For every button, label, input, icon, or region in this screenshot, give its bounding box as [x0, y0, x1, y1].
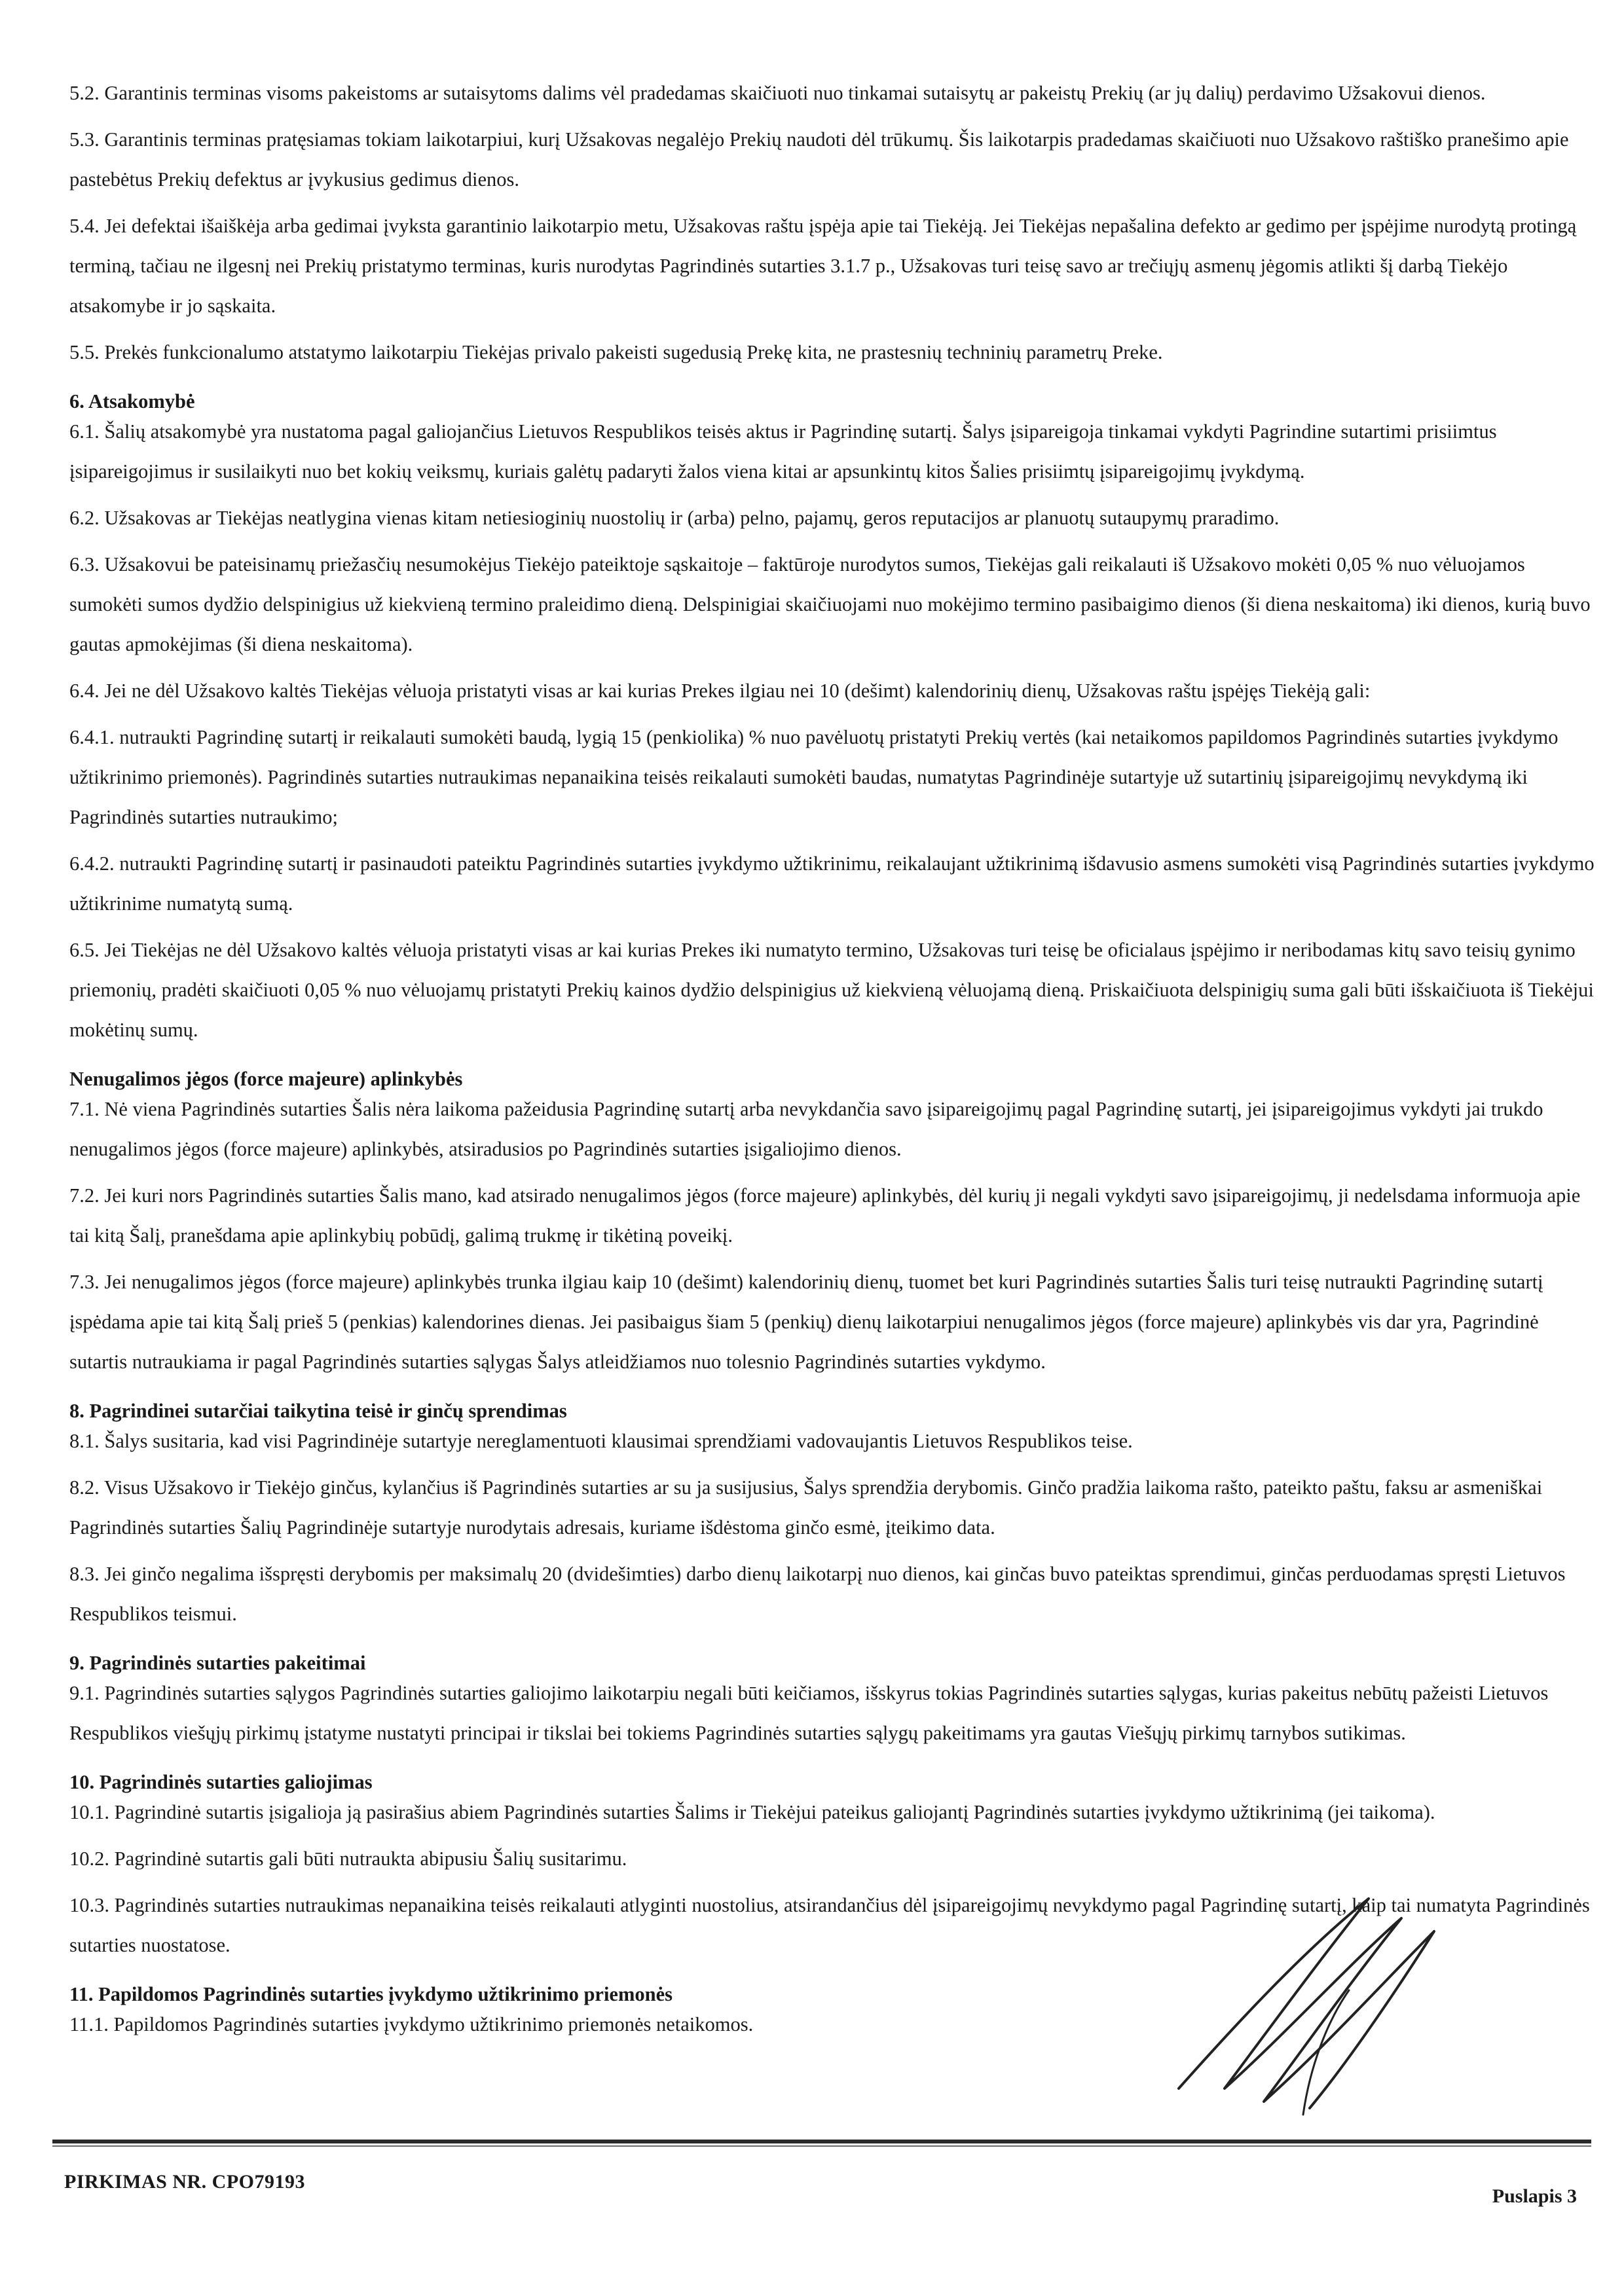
- clause-paragraph: 10.2. Pagrindinė sutartis gali būti nutraukta abipusiu Šalių susitarimu.: [69, 1848, 627, 1870]
- clause-paragraph: 5.2. Garantinis terminas visoms pakeistoms ar sutaisytoms dalims vėl pradedamas skaičiuoti nuo tinkamai sutaisytų ar pakeistų Prekių (ar jų dalių) perdavimo Užsakovui dienos.: [69, 82, 1486, 104]
- section-heading: 10. Pagrindinės sutarties galiojimas: [69, 1771, 373, 1793]
- clause-paragraph: 6.4.2. nutraukti Pagrindinę sutartį ir pasinaudoti pateiktu Pagrindinės sutarties įvykdymo užtikrinimu, reikalaujant užtikrinimą išdavusio asmens sumokėti visą Pagrindinės sutarties įvykdymo užtikrinime numatytą sumą.: [69, 852, 1595, 915]
- clause-paragraph: 5.3. Garantinis terminas pratęsiamas tokiam laikotarpiui, kurį Užsakovas negalėjo Prekių naudoti dėl trūkumų. Šis laikotarpis pradedamas skaičiuoti nuo Užsakovo raštiško pranešimo apie pastebėtus Prekių defektus ar įvykusius gedimus dienos.: [69, 128, 1569, 191]
- clause-paragraph: 8.3. Jei ginčo negalima išspręsti derybomis per maksimalų 20 (dvidešimties) darbo dienų laikotarpį nuo dienos, kai ginčas buvo pateiktas sprendimui, ginčas perduodamas spręsti Lietuvos Respublikos teismui.: [69, 1563, 1566, 1625]
- clause-paragraph: 10.1. Pagrindinė sutartis įsigalioja ją pasirašius abiem Pagrindinės sutarties Šalims ir Tiekėjui pateikus galiojantį Pagrindinės sutarties įvykdymo užtikrinimą (jei taikoma).: [69, 1801, 1435, 1823]
- section-heading: 8. Pagrindinei sutarčiai taikytina teisė ir ginčų sprendimas: [69, 1400, 567, 1422]
- clause-paragraph: 9.1. Pagrindinės sutarties sąlygos Pagrindinės sutarties galiojimo laikotarpiu negali būti keičiamos, išskyrus tokias Pagrindinės sutarties sąlygas, kurias pakeitus nebūtų pažeisti Lietuvos Respublikos viešųjų pirkimų įstatyme nustatyti principai ir tikslai bei tokiems Pagrindinės sutarties sąlygų pakeitimams yra gautas Viešųjų pirkimų tarnybos sutikimas.: [69, 1682, 1549, 1744]
- section-heading: 6. Atsakomybė: [69, 390, 195, 412]
- clause-paragraph: 7.3. Jei nenugalimos jėgos (force majeure) aplinkybės trunka ilgiau kaip 10 (dešimt) kalendorinių dienų, tuomet bet kuri Pagrindinės sutarties Šalis turi teisę nutraukti Pagrindinę sutartį įspėdama apie tai kitą Šalį prieš 5 (penkias) kalendorines dienas. Jei pasibaigus šiam 5 (penkių) dienų laikotarpiui nenugalimos jėgos (force majeure) aplinkybės vis dar yra, Pagrindinė sutartis nutraukiama ir pagal Pagrindinės sutarties sąlygas Šalys atleidžiamos nuo tolesnio Pagrindinės sutarties vykdymo.: [69, 1271, 1543, 1373]
- clause-paragraph: 5.5. Prekės funkcionalumo atstatymo laikotarpiu Tiekėjas privalo pakeisti sugedusią Prekę kita, ne prastesnių techninių parametrų Preke.: [69, 341, 1163, 363]
- footer-divider: [52, 2140, 1591, 2143]
- clause-paragraph: 6.1. Šalių atsakomybė yra nustatoma pagal galiojančius Lietuvos Respublikos teisės aktus ir Pagrindinę sutartį. Šalys įsipareigoja tinkamai vykdyti Pagrindine sutartimi prisiimtus įsipareigojimus ir susilaikyti nuo bet kokių veiksmų, kuriais galėtų padaryti žalos viena kitai ar apsunkintų kitos Šalies prisiimtų įsipareigojimų įvykdymą.: [69, 420, 1497, 483]
- clause-paragraph: 6.2. Užsakovas ar Tiekėjas neatlygina vienas kitam netiesioginių nuostolių ir (arba) pelno, pajamų, geros reputacijos ar planuotų sutaupymų praradimo.: [69, 507, 1280, 529]
- clause-paragraph: 5.4. Jei defektai išaiškėja arba gedimai įvyksta garantinio laikotarpio metu, Užsakovas raštu įspėja apie tai Tiekėją. Jei Tiekėjas nepašalina defekto ar gedimo per įspėjime nurodytą protingą terminą, tačiau ne ilgesnį nei Prekių pristatymo terminas, kuris nurodytas Pagrindinės sutarties 3.1.7 p., Užsakovas turi teisę savo ar trečiųjų asmenų jėgomis atlikti šį darbą Tiekėjo atsakomybe ir jo sąskaita.: [69, 215, 1577, 317]
- clause-paragraph: 11.1. Papildomos Pagrindinės sutarties įvykdymo užtikrinimo priemonės netaikomos.: [69, 2013, 754, 2035]
- clause-paragraph: 7.1. Nė viena Pagrindinės sutarties Šalis nėra laikoma pažeidusia Pagrindinę sutartį arba nevykdančia savo įsipareigojimų pagal Pagrindinę sutartį, jei įsipareigojimus vykdyti jai trukdo nenugalimos jėgos (force majeure) aplinkybės, atsiradusios po Pagrindinės sutarties įsigaliojimo dienos.: [69, 1098, 1543, 1160]
- clause-paragraph: 6.3. Užsakovui be pateisinamų priežasčių nesumokėjus Tiekėjo pateiktoje sąskaitoje – faktūroje nurodytos sumos, Tiekėjas gali reikalauti iš Užsakovo mokėti 0,05 % nuo vėluojamos sumokėti sumos dydžio delspinigius už kiekvieną termino praleidimo dieną. Delspinigiai skaičiuojami nuo mokėjimo termino pasibaigimo dienos (ši diena neskaitoma) iki dienos, kurią buvo gautas apmokėjimas (ši diena neskaitoma).: [69, 553, 1591, 655]
- clause-paragraph: 6.4.1. nutraukti Pagrindinę sutartį ir reikalauti sumokėti baudą, lygią 15 (penkiolika) % nuo pavėluotų pristatyti Prekių vertės (kai netaikomos papildomos Pagrindinės sutarties įvykdymo užtikrinimo priemonės). Pagrindinės sutarties nutraukimas nepanaikina teisės reikalauti sumokėti baudas, numatytas Pagrindinėje sutartyje už sutartinių įsipareigojimų nevykdymą iki Pagrindinės sutarties nutraukimo;: [69, 726, 1559, 828]
- signature-mark: [1153, 1872, 1493, 2134]
- clause-paragraph: 6.5. Jei Tiekėjas ne dėl Užsakovo kaltės vėluoja pristatyti visas ar kai kurias Prekes iki numatyto termino, Užsakovas turi teisę be oficialaus įspėjimo ir neribodamas kitų savo teisių gynimo priemonių, pradėti skaičiuoti 0,05 % nuo vėluojamų pristatyti Prekių kainos dydžio delspinigius už kiekvieną vėluojamą dieną. Priskaičiuota delspinigių suma gali būti išskaičiuota iš Tiekėjui mokėtinų sumų.: [69, 939, 1594, 1041]
- document-body: [69, 73, 1595, 2051]
- clause-paragraph: 10.3. Pagrindinės sutarties nutraukimas nepanaikina teisės reikalauti atlyginti nuostolius, atsirandančius dėl įsipareigojimų nevykdymo pagal Pagrindinę sutartį, kaip tai numatyta Pagrindinės sutarties nuostatose.: [69, 1894, 1590, 1956]
- page-number: Puslapis 3: [1492, 2185, 1577, 2207]
- section-heading: 9. Pagrindinės sutarties pakeitimai: [69, 1652, 366, 1674]
- clause-paragraph: 7.2. Jei kuri nors Pagrindinės sutarties Šalis mano, kad atsirado nenugalimos jėgos (force majeure) aplinkybės, dėl kurių ji negali vykdyti savo įsipareigojimų, ji nedelsdama informuoja apie tai kitą Šalį, pranešdama apie aplinkybių pobūdį, galimą trukmę ir tikėtiną poveikį.: [69, 1184, 1581, 1247]
- footer-divider-secondary: [52, 2145, 1591, 2147]
- procurement-number: PIRKIMAS NR. CPO79193: [64, 2171, 305, 2193]
- clause-paragraph: 6.4. Jei ne dėl Užsakovo kaltės Tiekėjas vėluoja pristatyti visas ar kai kurias Prekes ilgiau nei 10 (dešimt) kalendorinių dienų, Užsakovas raštu įspėjęs Tiekėją gali:: [69, 680, 1371, 702]
- clause-paragraph: 8.1. Šalys susitaria, kad visi Pagrindinėje sutartyje nereglamentuoti klausimai sprendžiami vadovaujantis Lietuvos Respublikos teise.: [69, 1430, 1133, 1452]
- section-heading: 11. Papildomos Pagrindinės sutarties įvykdymo užtikrinimo priemonės: [69, 1983, 673, 2005]
- clause-paragraph: 8.2. Visus Užsakovo ir Tiekėjo ginčus, kylančius iš Pagrindinės sutarties ar su ja susijusius, Šalys sprendžia derybomis. Ginčo pradžia laikoma rašto, pateikto paštu, faksu ar asmeniškai Pagrindinės sutarties Šalių Pagrindinėje sutartyje nurodytais adresais, kuriame išdėstoma ginčo esmė, įteikimo data.: [69, 1476, 1543, 1539]
- section-heading: Nenugalimos jėgos (force majeure) aplinkybės: [69, 1068, 463, 1090]
